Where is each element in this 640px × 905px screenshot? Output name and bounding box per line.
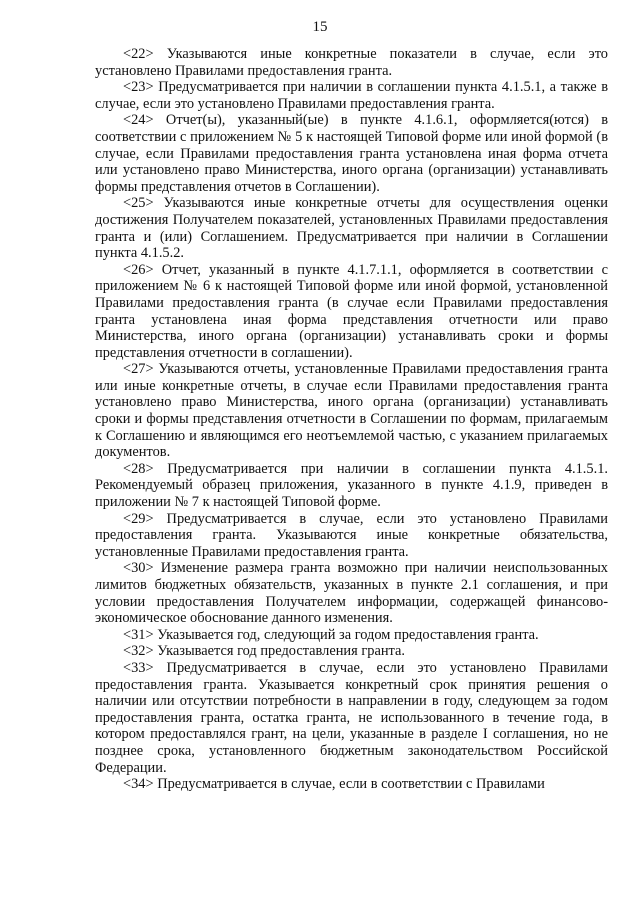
- footnote-29: <29> Предусматривается в случае, если это установлено Правилами предоставления гранта. Указываются иные конкретные обязательства, установленные Правилами предоставления гранта.: [95, 510, 608, 560]
- footnotes-body: [95, 46, 608, 793]
- footnote-34: <34> Предусматривается в случае, если в соответствии с Правилами: [123, 776, 545, 793]
- footnote-32: <32> Указывается год предоставления гранта.: [123, 643, 405, 660]
- footnote-24: <24> Отчет(ы), указанный(ые) в пункте 4.1.6.1, оформляется(ются) в соответствии с приложением № 5 к настоящей Типовой форме или иной формой (в случае, если Правилами предоставления гранта установлена иная форма отчета или установлено право Министерства, иного органа (организации) устанавливать формы представления отчетов в Соглашении).: [95, 112, 608, 195]
- footnote-22: <22> Указываются иные конкретные показатели в случае, если это установлено Правилами предоставления гранта.: [95, 46, 608, 79]
- footnote-23: <23> Предусматривается при наличии в соглашении пункта 4.1.5.1, а также в случае, если это установлено Правилами предоставления гранта.: [95, 79, 608, 112]
- footnote-26: <26> Отчет, указанный в пункте 4.1.7.1.1, оформляется в соответствии с приложением № 6 к настоящей Типовой форме или иной формой, установленной Правилами предоставления гранта (в случае если Правилами предоставления гранта установлена иная форма представления отчетности или право Министерства, иного органа (организации) устанавливать сроки и формы представления отчетности в соглашении).: [95, 261, 608, 361]
- footnote-28: <28> Предусматривается при наличии в соглашении пункта 4.1.5.1. Рекомендуемый образец приложения, указанного в пункте 4.1.9, приведен в приложении № 7 к настоящей Типовой форме.: [95, 460, 608, 511]
- footnote-30: <30> Изменение размера гранта возможно при наличии неиспользованных лимитов бюджетных обязательств, указанных в пункте 2.1 соглашения, и при условии предоставления Получателем информации, содержащей финансово-экономическое обоснование данного изменения.: [95, 560, 608, 627]
- footnote-31: <31> Указывается год, следующий за годом предоставления гранта.: [123, 626, 539, 643]
- footnote-33: <33> Предусматривается в случае, если это установлено Правилами предоставления гранта. Указывается конкретный срок принятия решения о наличии или отсутствии потребности в направлении в году, следующем за годом предоставления гранта, остатка гранта, не использованного в течение года, в котором предоставлялся грант, на цели, указанные в разделе I соглашения, но не позднее срока, установленного бюджетным законодательством Российской Федерации.: [95, 659, 608, 776]
- footnote-25: <25> Указываются иные конкретные отчеты для осуществления оценки достижения Получателем показателей, установленных Правилами предоставления гранта и (или) Соглашением. Предусматривается при наличии в Соглашении пункта 4.1.5.2.: [95, 195, 608, 262]
- footnote-27: <27> Указываются отчеты, установленные Правилами предоставления гранта или иные конкретные отчеты, в случае если Правилами предоставления гранта установлено право Министерства, иного органа (организации) устанавливать сроки и формы представления отчетности в Соглашении по формам, прилагаемым к Соглашению и являющимся его неотъемлемой частью, с указанием прилагаемых документов.: [95, 361, 608, 461]
- page-number: 15: [312, 19, 328, 35]
